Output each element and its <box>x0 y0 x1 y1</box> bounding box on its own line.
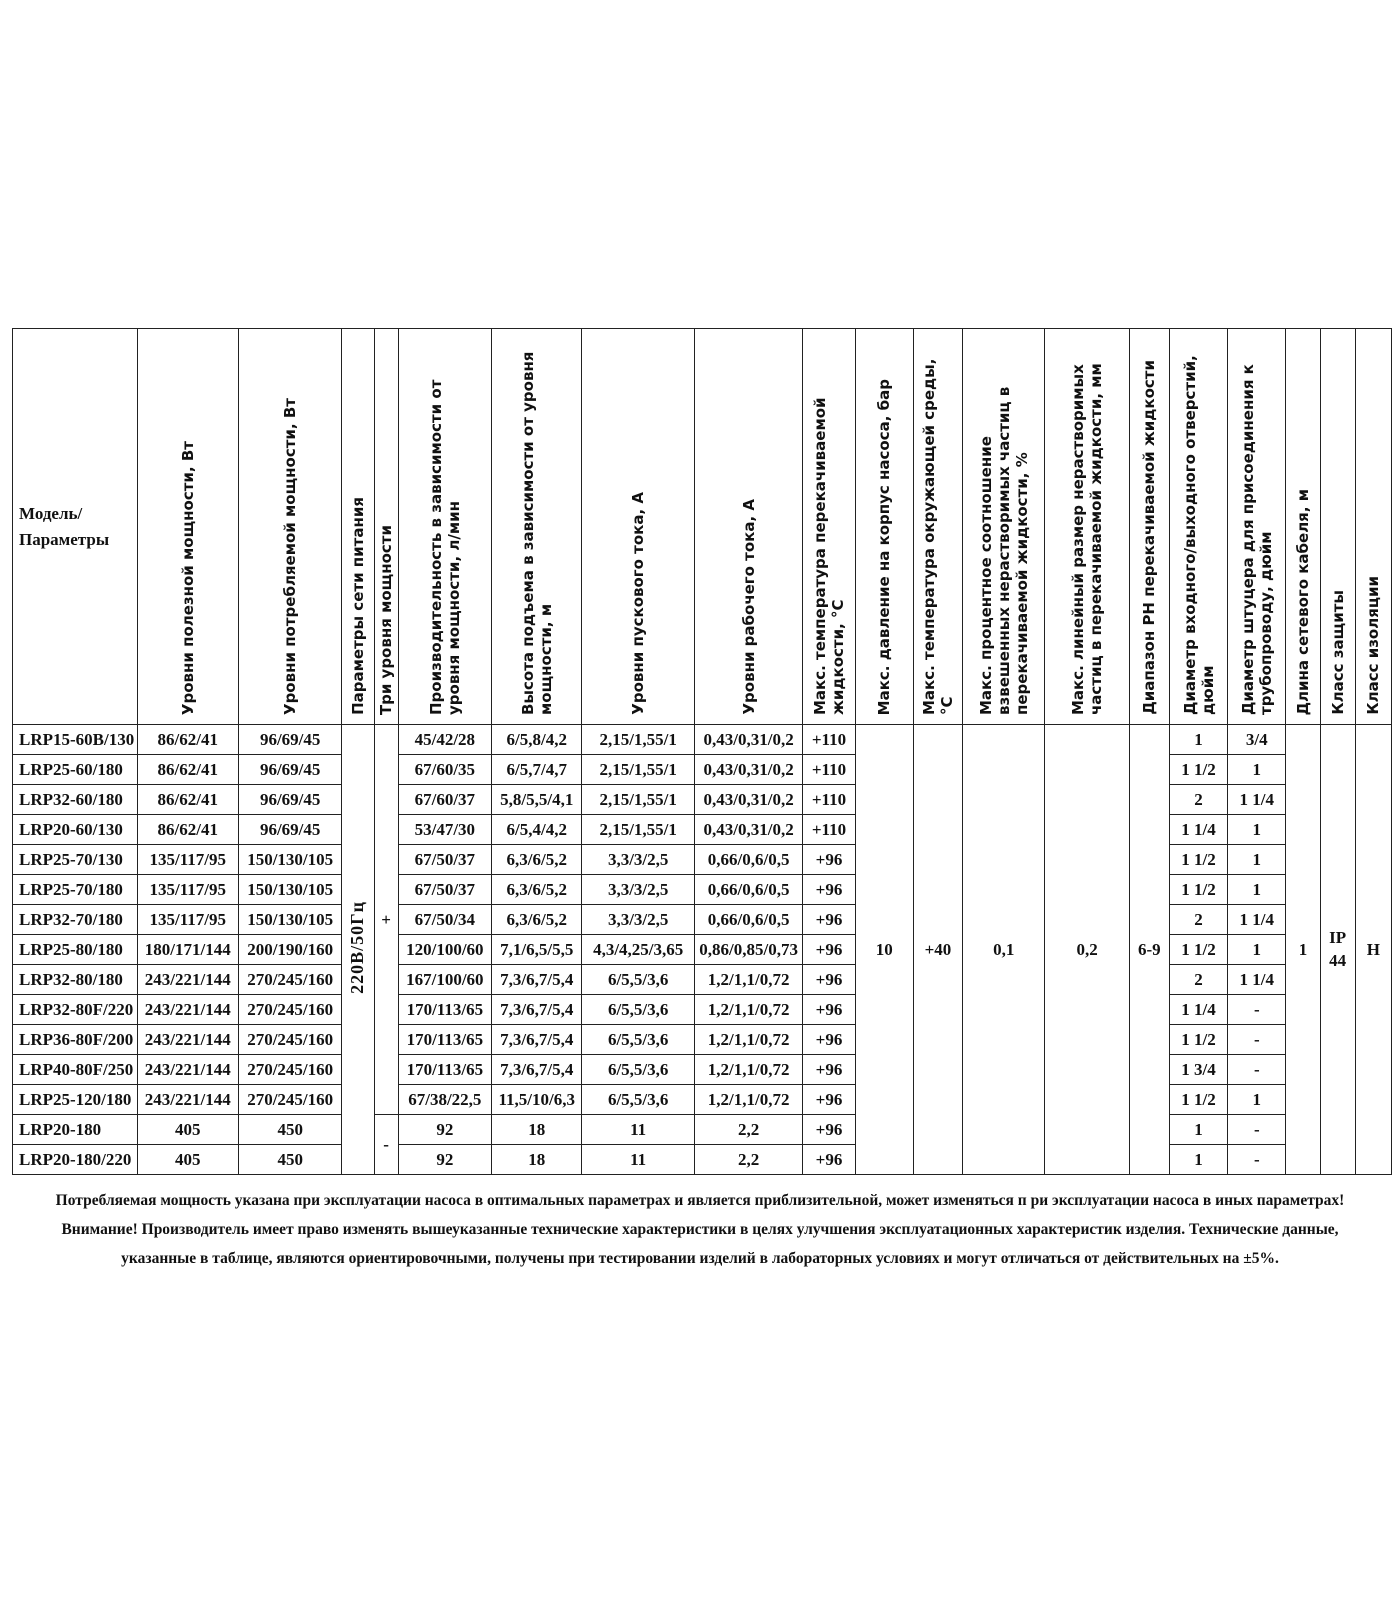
cell-network-text: 220В/50Гц <box>347 900 368 994</box>
cell-max-liquid-temp: +96 <box>803 1055 855 1085</box>
cell-network <box>342 725 374 1175</box>
cell-useful-power: 243/221/144 <box>137 1025 238 1055</box>
cell-work-current: 1,2/1,1/0,72 <box>694 1085 802 1115</box>
cell-inlet-diameter: 1 <box>1169 725 1227 755</box>
cell-inlet-diameter: 1 1/2 <box>1169 875 1227 905</box>
cell-lift-height: 7,3/6,7/5,4 <box>492 965 582 995</box>
cell-fitting-diameter: 1 <box>1228 845 1286 875</box>
cell-max-liquid-temp: +96 <box>803 935 855 965</box>
cell-start-current: 2,15/1,55/1 <box>582 755 694 785</box>
cell-productivity: 92 <box>398 1145 491 1175</box>
cell-useful-power: 243/221/144 <box>137 965 238 995</box>
cell-useful-power: 135/117/95 <box>137 905 238 935</box>
header-insulation-class: Класс изоляции <box>1355 329 1391 725</box>
cell-fitting-diameter: 1 <box>1228 815 1286 845</box>
cell-inlet-diameter: 1 1/4 <box>1169 995 1227 1025</box>
cell-fitting-diameter: 1 1/4 <box>1228 905 1286 935</box>
cell-model: LRP32-60/180 <box>13 785 138 815</box>
table-row <box>13 815 1392 845</box>
cell-model: LRP32-80F/220 <box>13 995 138 1025</box>
cell-inlet-diameter: 1 1/2 <box>1169 755 1227 785</box>
cell-start-current: 6/5,5/3,6 <box>582 995 694 1025</box>
header-max-particles-pct: Макс. процентное соотношение взвешенных нерастворимых частиц в перекачиваемой жидкости, % <box>963 329 1045 725</box>
cell-model: LRP20-180/220 <box>13 1145 138 1175</box>
cell-inlet-diameter: 1 <box>1169 1145 1227 1175</box>
cell-productivity: 67/50/37 <box>398 845 491 875</box>
cell-useful-power: 180/171/144 <box>137 935 238 965</box>
cell-model: LRP36-80F/200 <box>13 1025 138 1055</box>
cell-useful-power: 405 <box>137 1115 238 1145</box>
header-three-levels: Три уровня мощности <box>374 329 398 725</box>
cell-model: LRP15-60B/130 <box>13 725 138 755</box>
cell-productivity: 67/38/22,5 <box>398 1085 491 1115</box>
cell-useful-power: 135/117/95 <box>137 875 238 905</box>
table-row <box>13 755 1392 785</box>
cell-start-current: 11 <box>582 1115 694 1145</box>
cell-start-current: 6/5,5/3,6 <box>582 1025 694 1055</box>
cell-consumed-power: 150/130/105 <box>238 905 341 935</box>
header-consumed-power: Уровни потребляемой мощности, Вт <box>238 329 341 725</box>
cell-ph-range: 6-9 <box>1129 725 1169 1175</box>
cell-model: LRP25-80/180 <box>13 935 138 965</box>
header-max-particle-size: Макс. линейный размер нерастворимых частиц в перекачиваемой жидкости, мм <box>1045 329 1129 725</box>
table-row <box>13 965 1392 995</box>
cell-work-current: 1,2/1,1/0,72 <box>694 995 802 1025</box>
table-row <box>13 905 1392 935</box>
table-row <box>13 995 1392 1025</box>
cell-lift-height: 11,5/10/6,3 <box>492 1085 582 1115</box>
cell-max-particle-size: 0,2 <box>1045 725 1129 1175</box>
cell-productivity: 167/100/60 <box>398 965 491 995</box>
table-row <box>13 1145 1392 1175</box>
cell-fitting-diameter: - <box>1228 995 1286 1025</box>
table-row <box>13 875 1392 905</box>
header-work-current: Уровни рабочего тока, А <box>694 329 802 725</box>
cell-inlet-diameter: 1 1/2 <box>1169 845 1227 875</box>
cell-model: LRP25-120/180 <box>13 1085 138 1115</box>
cell-three-levels-yes: + <box>374 725 398 1115</box>
cell-useful-power: 243/221/144 <box>137 995 238 1025</box>
cell-start-current: 6/5,5/3,6 <box>582 1085 694 1115</box>
spec-table-body <box>13 725 1392 1175</box>
cell-max-liquid-temp: +96 <box>803 965 855 995</box>
cell-start-current: 4,3/4,25/3,65 <box>582 935 694 965</box>
cell-lift-height: 6/5,7/4,7 <box>492 755 582 785</box>
cell-start-current: 2,15/1,55/1 <box>582 815 694 845</box>
cell-model: LRP20-180 <box>13 1115 138 1145</box>
header-row <box>13 329 1392 725</box>
cell-productivity: 92 <box>398 1115 491 1145</box>
cell-consumed-power: 150/130/105 <box>238 845 341 875</box>
cell-useful-power: 86/62/41 <box>137 725 238 755</box>
cell-lift-height: 6/5,8/4,2 <box>492 725 582 755</box>
cell-model: LRP25-60/180 <box>13 755 138 785</box>
header-useful-power: Уровни полезной мощности, Вт <box>137 329 238 725</box>
cell-useful-power: 86/62/41 <box>137 785 238 815</box>
header-fitting-diameter: Диаметр штуцера для присоединения к трубопроводу, дюйм <box>1228 329 1286 725</box>
note-consumption: Потребляемая мощность указана при эксплуатации насоса в оптимальных параметрах и является приблизительной, может изменяться п ри эксплуатации насоса в иных параметрах! <box>55 1192 1345 1209</box>
cell-lift-height: 6,3/6/5,2 <box>492 875 582 905</box>
table-row <box>13 1055 1392 1085</box>
cell-lift-height: 6,3/6/5,2 <box>492 845 582 875</box>
cell-useful-power: 405 <box>137 1145 238 1175</box>
cell-work-current: 0,66/0,6/0,5 <box>694 905 802 935</box>
table-row <box>13 1085 1392 1115</box>
note-warning: Внимание! Производитель имеет право изменять вышеуказанные технические характеристики в целях улучшения эксплуатационных характеристик изделия. Технические данные, <box>61 1221 1339 1238</box>
cell-work-current: 0,43/0,31/0,2 <box>694 785 802 815</box>
cell-insulation-class: H <box>1355 725 1391 1175</box>
cell-inlet-diameter: 1 1/2 <box>1169 1085 1227 1115</box>
cell-max-liquid-temp: +110 <box>803 815 855 845</box>
cell-consumed-power: 270/245/160 <box>238 1085 341 1115</box>
cell-max-liquid-temp: +110 <box>803 785 855 815</box>
cell-work-current: 0,66/0,6/0,5 <box>694 875 802 905</box>
cell-lift-height: 5,8/5,5/4,1 <box>492 785 582 815</box>
cell-productivity: 45/42/28 <box>398 725 491 755</box>
header-protection-class: Класс защиты <box>1320 329 1355 725</box>
cell-consumed-power: 270/245/160 <box>238 995 341 1025</box>
cell-productivity: 170/113/65 <box>398 995 491 1025</box>
table-row <box>13 1115 1392 1145</box>
cell-start-current: 11 <box>582 1145 694 1175</box>
cell-fitting-diameter: 3/4 <box>1228 725 1286 755</box>
cell-work-current: 1,2/1,1/0,72 <box>694 1025 802 1055</box>
cell-start-current: 3,3/3/2,5 <box>582 875 694 905</box>
cell-model: LRP20-60/130 <box>13 815 138 845</box>
cell-max-liquid-temp: +96 <box>803 1025 855 1055</box>
cell-useful-power: 243/221/144 <box>137 1085 238 1115</box>
cell-model: LRP32-70/180 <box>13 905 138 935</box>
cell-consumed-power: 96/69/45 <box>238 725 341 755</box>
cell-lift-height: 6,3/6/5,2 <box>492 905 582 935</box>
cell-work-current: 0,43/0,31/0,2 <box>694 725 802 755</box>
header-network: Параметры сети питания <box>342 329 374 725</box>
cell-lift-height: 7,3/6,7/5,4 <box>492 1025 582 1055</box>
header-inlet-diameter: Диаметр входного/выходного отверстий, дюйм <box>1169 329 1227 725</box>
cell-start-current: 2,15/1,55/1 <box>582 725 694 755</box>
cell-fitting-diameter: 1 <box>1228 935 1286 965</box>
cell-max-liquid-temp: +96 <box>803 845 855 875</box>
table-row <box>13 845 1392 875</box>
cell-work-current: 0,43/0,31/0,2 <box>694 755 802 785</box>
cell-fitting-diameter: - <box>1228 1115 1286 1145</box>
cell-work-current: 0,86/0,85/0,73 <box>694 935 802 965</box>
cell-work-current: 0,66/0,6/0,5 <box>694 845 802 875</box>
cell-max-liquid-temp: +96 <box>803 1145 855 1175</box>
cell-useful-power: 243/221/144 <box>137 1055 238 1085</box>
header-model: Модель/ Параметры <box>13 329 138 725</box>
cell-fitting-diameter: - <box>1228 1055 1286 1085</box>
cell-start-current: 6/5,5/3,6 <box>582 1055 694 1085</box>
cell-work-current: 1,2/1,1/0,72 <box>694 965 802 995</box>
table-row <box>13 1025 1392 1055</box>
cell-work-current: 1,2/1,1/0,72 <box>694 1055 802 1085</box>
cell-fitting-diameter: 1 1/4 <box>1228 785 1286 815</box>
cell-lift-height: 7,3/6,7/5,4 <box>492 995 582 1025</box>
cell-inlet-diameter: 1 1/2 <box>1169 935 1227 965</box>
cell-max-pressure: 10 <box>855 725 913 1175</box>
cell-lift-height: 18 <box>492 1115 582 1145</box>
cell-productivity: 120/100/60 <box>398 935 491 965</box>
cell-productivity: 67/60/35 <box>398 755 491 785</box>
cell-start-current: 2,15/1,55/1 <box>582 785 694 815</box>
note-accuracy: указанные в таблице, являются ориентировочными, получены при тестировании изделий в лабораторных условиях и могут отличаться от действительных на ±5%. <box>121 1250 1279 1267</box>
cell-max-liquid-temp: +96 <box>803 1085 855 1115</box>
cell-productivity: 67/60/37 <box>398 785 491 815</box>
spec-table <box>12 328 1392 1175</box>
cell-useful-power: 86/62/41 <box>137 815 238 845</box>
cell-lift-height: 6/5,4/4,2 <box>492 815 582 845</box>
cell-consumed-power: 96/69/45 <box>238 815 341 845</box>
cell-inlet-diameter: 1 3/4 <box>1169 1055 1227 1085</box>
cell-work-current: 0,43/0,31/0,2 <box>694 815 802 845</box>
cell-model: LRP25-70/180 <box>13 875 138 905</box>
cell-max-particles-pct: 0,1 <box>963 725 1045 1175</box>
cell-consumed-power: 96/69/45 <box>238 755 341 785</box>
cell-max-liquid-temp: +96 <box>803 1115 855 1145</box>
cell-work-current: 2,2 <box>694 1145 802 1175</box>
cell-consumed-power: 270/245/160 <box>238 1055 341 1085</box>
cell-useful-power: 135/117/95 <box>137 845 238 875</box>
cell-model: LRP32-80/180 <box>13 965 138 995</box>
cell-productivity: 53/47/30 <box>398 815 491 845</box>
table-row <box>13 725 1392 755</box>
cell-consumed-power: 270/245/160 <box>238 965 341 995</box>
cell-start-current: 3,3/3/2,5 <box>582 845 694 875</box>
cell-inlet-diameter: 2 <box>1169 965 1227 995</box>
cell-fitting-diameter: 1 <box>1228 1085 1286 1115</box>
cell-lift-height: 7,3/6,7/5,4 <box>492 1055 582 1085</box>
cell-consumed-power: 450 <box>238 1145 341 1175</box>
cell-max-liquid-temp: +96 <box>803 875 855 905</box>
header-lift-height: Высота подъема в зависимости от уровня мощности, м <box>492 329 582 725</box>
header-max-liquid-temp: Макс. температура перекачиваемой жидкости, °С <box>803 329 855 725</box>
cell-model: LRP40-80F/250 <box>13 1055 138 1085</box>
cell-fitting-diameter: 1 <box>1228 755 1286 785</box>
cell-max-liquid-temp: +96 <box>803 995 855 1025</box>
cell-work-current: 2,2 <box>694 1115 802 1145</box>
cell-inlet-diameter: 2 <box>1169 785 1227 815</box>
header-productivity: Производительность в зависимости от уровня мощности, л/мин <box>398 329 491 725</box>
cell-cable-length: 1 <box>1286 725 1320 1175</box>
cell-protection-class: IP 44 <box>1320 725 1355 1175</box>
cell-consumed-power: 270/245/160 <box>238 1025 341 1055</box>
cell-start-current: 6/5,5/3,6 <box>582 965 694 995</box>
cell-max-env-temp: +40 <box>913 725 962 1175</box>
header-start-current: Уровни пускового тока, А <box>582 329 694 725</box>
cell-consumed-power: 96/69/45 <box>238 785 341 815</box>
notes <box>20 1186 1380 1273</box>
cell-fitting-diameter: 1 <box>1228 875 1286 905</box>
cell-model: LRP25-70/130 <box>13 845 138 875</box>
cell-consumed-power: 200/190/160 <box>238 935 341 965</box>
cell-consumed-power: 450 <box>238 1115 341 1145</box>
header-ph-range: Диапазон PH перекачиваемой жидкости <box>1129 329 1169 725</box>
cell-productivity: 170/113/65 <box>398 1025 491 1055</box>
cell-inlet-diameter: 2 <box>1169 905 1227 935</box>
header-max-env-temp: Макс. температура окружающей среды, °С <box>913 329 962 725</box>
cell-inlet-diameter: 1 1/2 <box>1169 1025 1227 1055</box>
cell-productivity: 67/50/34 <box>398 905 491 935</box>
cell-fitting-diameter: - <box>1228 1025 1286 1055</box>
cell-lift-height: 7,1/6,5/5,5 <box>492 935 582 965</box>
cell-productivity: 170/113/65 <box>398 1055 491 1085</box>
table-row <box>13 935 1392 965</box>
cell-inlet-diameter: 1 1/4 <box>1169 815 1227 845</box>
cell-three-levels-no: - <box>374 1115 398 1175</box>
cell-fitting-diameter: - <box>1228 1145 1286 1175</box>
cell-productivity: 67/50/37 <box>398 875 491 905</box>
header-max-pressure: Макс. давление на корпус насоса, бар <box>855 329 913 725</box>
cell-fitting-diameter: 1 1/4 <box>1228 965 1286 995</box>
cell-max-liquid-temp: +110 <box>803 755 855 785</box>
header-cable-length: Длина сетевого кабеля, м <box>1286 329 1320 725</box>
cell-max-liquid-temp: +110 <box>803 725 855 755</box>
cell-max-liquid-temp: +96 <box>803 905 855 935</box>
cell-consumed-power: 150/130/105 <box>238 875 341 905</box>
cell-start-current: 3,3/3/2,5 <box>582 905 694 935</box>
cell-lift-height: 18 <box>492 1145 582 1175</box>
cell-inlet-diameter: 1 <box>1169 1115 1227 1145</box>
table-row <box>13 785 1392 815</box>
cell-useful-power: 86/62/41 <box>137 755 238 785</box>
